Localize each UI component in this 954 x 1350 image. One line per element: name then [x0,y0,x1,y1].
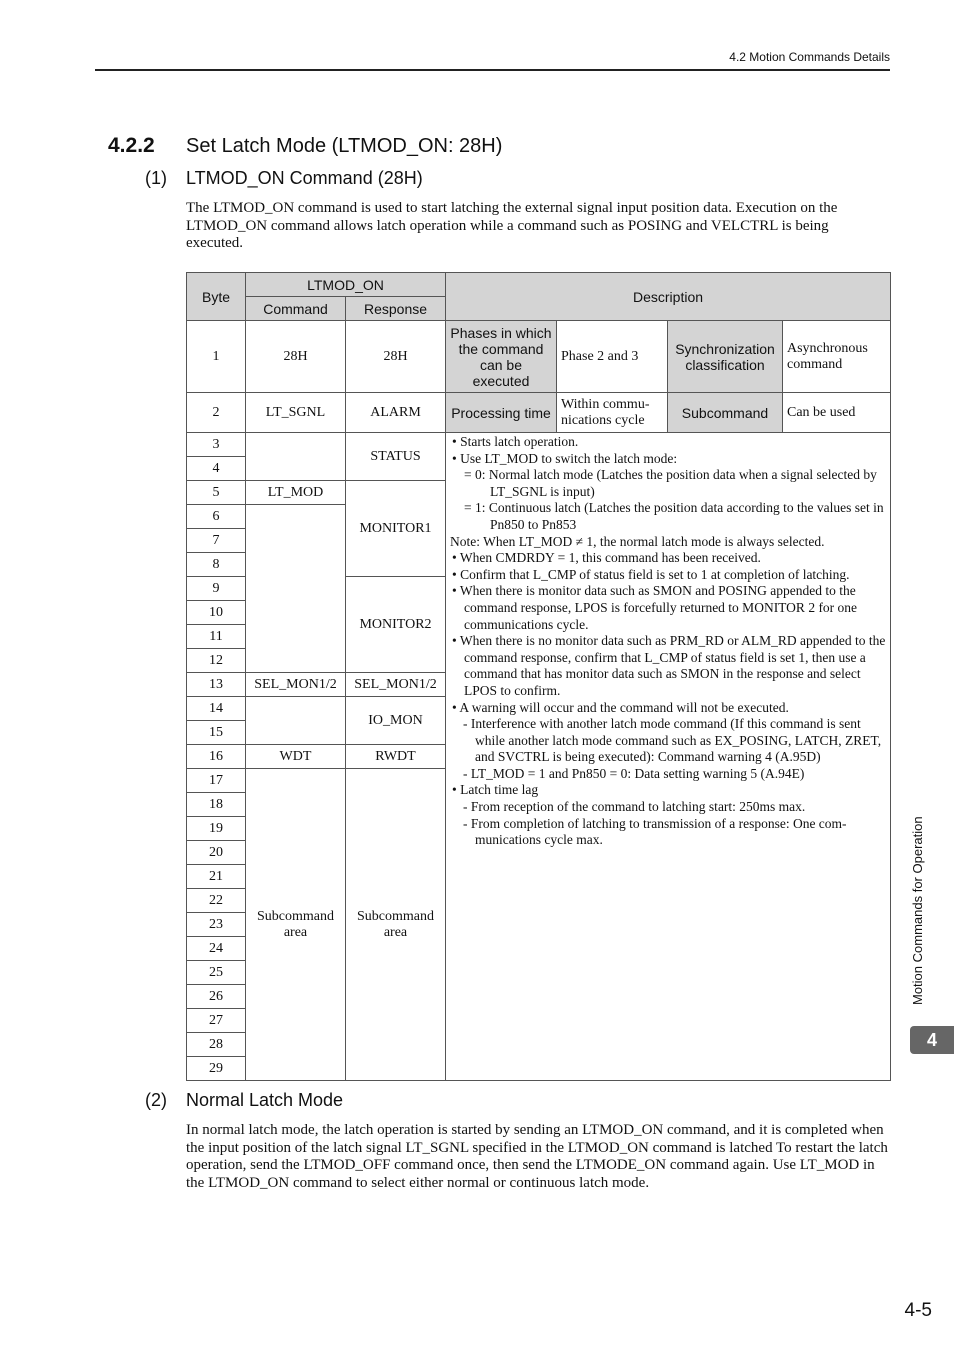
subsection-2-number: (2) [145,1090,167,1110]
desc-line: - LT_MOD = 1 and Pn850 = 0: Data setting warning 5 (A.94E) [463,765,805,781]
subsection-1-title: LTMOD_ON Command (28H) [186,168,423,188]
response-sel-mon: SEL_MON1/2 [346,673,446,697]
byte-cell: 12 [187,649,246,673]
byte-cell: 4 [187,457,246,481]
desc-line: • When there is no monitor data such as PRM_RD or ALM_RD appended to the command response, confirm that L_CMP of status field is set 1, then use a command that has monitor data such as SMON in the response and select LPOS to confirm. [452,633,886,698]
byte-cell: 5 [187,481,246,505]
response-io-mon: IO_MON [346,697,446,745]
byte-cell: 10 [187,601,246,625]
header-rule [95,69,890,71]
subcommand-label: Subcommand [668,393,783,433]
response-cell: ALARM [346,393,446,433]
header-ltmod-on: LTMOD_ON [246,273,446,297]
sync-classification-label: Synchronization classification [668,321,783,393]
normal-latch-paragraph: In normal latch mode, the latch operation is started by sending an LTMOD_ON command, and it is completed when the input position of the latch signal LT_SGNL specified in the LTMOD_ON command is latched To restart the latch operation, send the LTMOD_OFF command once, then send the LTMODE_ON command again. Use LT_MOD in the LTMOD_ON command to select either normal or continuous latch mode. [186,1122,888,1191]
command-cell: 28H [246,321,346,393]
byte-cell: 6 [187,505,246,529]
processing-time-label: Processing time [446,393,557,433]
desc-line: = 0: Normal latch mode (Latches the position data when a signal selected by LT_SGNL is input) [464,467,877,499]
byte-cell: 15 [187,721,246,745]
byte-cell: 7 [187,529,246,553]
byte-cell: 11 [187,625,246,649]
byte-cell: 3 [187,433,246,457]
desc-line: • Use LT_MOD to switch the latch mode: [452,450,678,466]
response-cell: 28H [346,321,446,393]
desc-line: • When there is monitor data such as SMON and POSING appended to the command response, LPOS is forcefully returned to MONITOR 2 for one communications cycle. [452,583,858,632]
page-number: 4-5 [904,1300,932,1321]
byte-cell: 18 [187,793,246,817]
header-command: Command [246,297,346,321]
header-response: Response [346,297,446,321]
desc-note: Note: When LT_MOD ≠ 1, the normal latch mode is always selected. [450,533,825,549]
byte-cell: 2 [187,393,246,433]
section-title: Set Latch Mode (LTMOD_ON: 28H) [186,135,503,157]
subcommand-value: Can be used [783,393,891,433]
chapter-side-label: Motion Commands for Operation [910,816,925,1005]
subsection-1-number: (1) [145,168,167,188]
byte-cell: 28 [187,1033,246,1057]
subsection-2-title: Normal Latch Mode [186,1090,344,1110]
command-wdt: WDT [246,745,346,769]
command-cell: LT_SGNL [246,393,346,433]
response-monitor2: MONITOR2 [346,577,446,673]
desc-line: • Starts latch operation. [452,434,579,449]
byte-cell: 22 [187,889,246,913]
byte-cell: 20 [187,841,246,865]
desc-line: • When CMDRDY = 1, this command has been received. [452,550,761,566]
desc-line: - From reception of the command to latching start: 250ms max. [463,799,806,815]
response-subcommand-area: Subcommand area [346,769,446,1081]
description-text [446,433,891,1081]
phases-value: Phase 2 and 3 [557,321,668,393]
desc-line: - From completion of latching to transmission of a response: One com-munications cycle max. [463,815,847,848]
command-subcommand-area: Subcommand area [246,769,346,1081]
desc-line: = 1: Continuous latch (Latches the position data according to the values set in Pn850 to Pn853 [464,500,884,532]
sync-classification-value: Asynchronous command [783,321,891,393]
byte-cell: 13 [187,673,246,697]
desc-line: • Latch time lag [452,782,539,798]
processing-time-value: Within commu-nications cycle [557,393,668,433]
byte-cell: 16 [187,745,246,769]
byte-cell: 25 [187,961,246,985]
byte-cell: 8 [187,553,246,577]
phases-label: Phases in which the command can be executed [446,321,557,393]
desc-line: • A warning will occur and the command will not be executed. [452,699,789,715]
chapter-tab: 4 [910,1026,954,1054]
command-cell-empty [246,505,346,673]
command-lt-mod: LT_MOD [246,481,346,505]
response-monitor1: MONITOR1 [346,481,446,577]
desc-line: • Confirm that L_CMP of status field is set to 1 at completion of latching. [452,566,850,582]
byte-cell: 21 [187,865,246,889]
byte-cell: 17 [187,769,246,793]
response-rwdt: RWDT [346,745,446,769]
byte-cell: 19 [187,817,246,841]
intro-paragraph: The LTMOD_ON command is used to start latching the external signal input position data. Execution on the LTMOD_ON command allows latch operation while a command such as POSING and VELCTRL is being executed. [186,200,838,251]
byte-cell: 24 [187,937,246,961]
byte-cell: 9 [187,577,246,601]
byte-cell: 14 [187,697,246,721]
command-cell-empty [246,697,346,745]
byte-cell: 29 [187,1057,246,1081]
response-status: STATUS [346,433,446,481]
header-description: Description [446,273,891,321]
byte-cell: 1 [187,321,246,393]
ltmod-on-command-table [186,272,891,1081]
running-header: 4.2 Motion Commands Details [729,50,890,64]
byte-cell: 27 [187,1009,246,1033]
section-number: 4.2.2 [108,134,155,157]
header-byte: Byte [187,273,246,321]
byte-cell: 23 [187,913,246,937]
command-sel-mon: SEL_MON1/2 [246,673,346,697]
command-cell-empty [246,433,346,481]
byte-cell: 26 [187,985,246,1009]
desc-line: - Interference with another latch mode command (If this command is sent while another latch mode command such as EX_POSING, LATCH, ZRET, and SVCTRL is being executed): Command warning 4 (A.95D) [463,716,882,765]
